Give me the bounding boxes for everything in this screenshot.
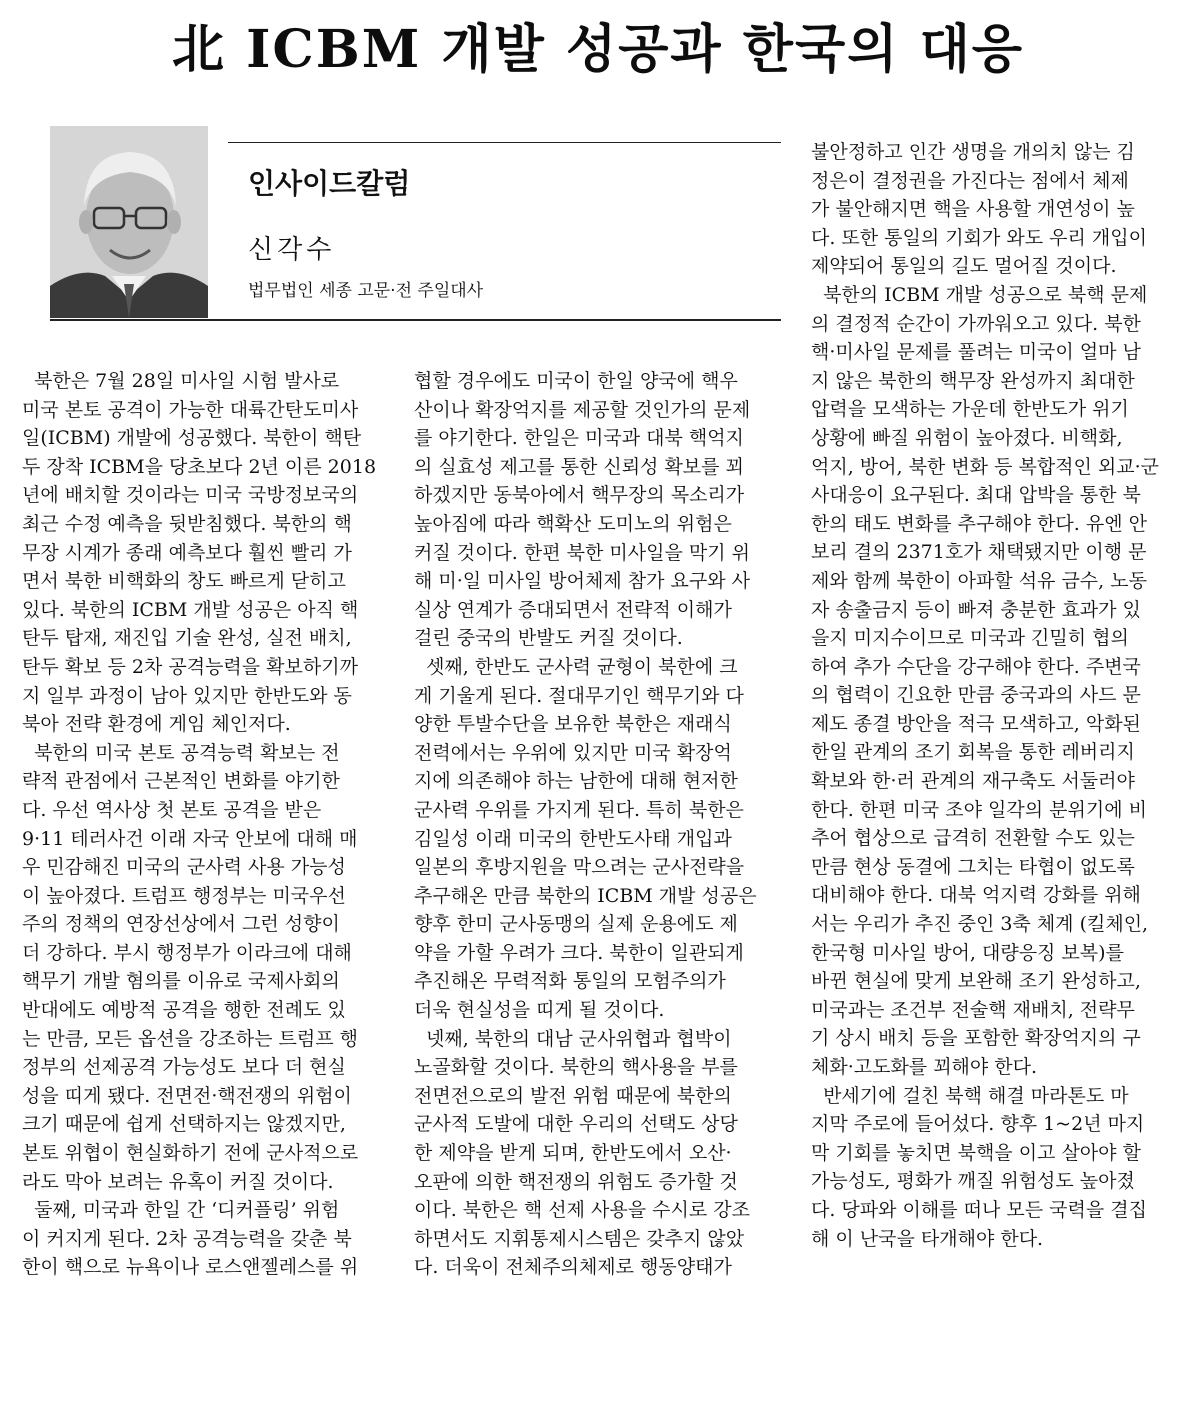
article-line: 압력을 모색하는 가운데 한반도가 위기: [811, 398, 1129, 421]
article-line: 둘째, 미국과 한일 간 ‘디커플링’ 위험: [22, 1199, 340, 1222]
article-line: 향후 한미 군사동맹의 실제 운용에도 제: [414, 913, 738, 936]
article-line: 제도 종결 방안을 적극 모색하고, 악화된: [811, 712, 1141, 735]
article-line: 우 민감해진 미국의 군사력 사용 가능성: [22, 856, 346, 879]
article-line: 는 만큼, 모든 옵션을 강조하는 트럼프 행: [22, 1027, 358, 1050]
article-line: 약을 가할 우려가 크다. 북한이 일관되게: [414, 941, 744, 964]
article-line: 걸린 중국의 반발도 커질 것이다.: [414, 627, 683, 650]
article-line: 실상 연계가 증대되면서 전략적 이해가: [414, 598, 732, 621]
article-line: 다. 더욱이 전체주의체제로 행동양태가: [414, 1256, 732, 1279]
author-name: 신각수: [248, 235, 336, 265]
article-line: 북한은 7월 28일 미사일 시험 발사로: [22, 370, 340, 392]
article-line: 김일성 이래 미국의 한반도사태 개입과: [414, 827, 732, 850]
column-label: 인사이드칼럼: [248, 167, 411, 200]
article-line: 본토 위협이 현실화하기 전에 군사적으로: [22, 1142, 359, 1165]
article-line: 탄두 탑재, 재진입 기술 완성, 실전 배치,: [22, 627, 352, 650]
header-bottom-rule: [50, 319, 781, 321]
article-line: 노골화할 것이다. 북한의 핵사용을 부를: [414, 1056, 738, 1079]
article-line: 미국과는 조건부 전술핵 재배치, 전략무: [811, 998, 1135, 1021]
article-line: 한국형 미사일 방어, 대량응징 보복)를: [811, 941, 1124, 964]
article-line: 만큼 현상 동결에 그치는 타협이 없도록: [811, 855, 1135, 878]
author-title: 법무법인 세종 고문·전 주일대사: [248, 281, 484, 301]
author-photo: [50, 126, 208, 318]
article-line: 면서 북한 비핵화의 창도 빠르게 닫히고: [22, 570, 346, 593]
article-line: 다. 우선 역사상 첫 본토 공격을 받은: [22, 798, 322, 821]
headline: 北 ICBM 개발 성공과 한국의 대응: [171, 19, 1025, 80]
article-line: 다. 당파와 이해를 떠나 모든 국력을 결집: [811, 1198, 1147, 1221]
article-line: 지 않은 북한의 핵무장 완성까지 최대한: [811, 369, 1135, 392]
article-line: 더 강하다. 부시 행정부가 이라크에 대해: [22, 941, 352, 964]
article-line: 제와 함께 북한이 아파할 석유 금수, 노동: [811, 569, 1147, 592]
article-line: 한이 핵으로 뉴욕이나 로스앤젤레스를 위: [22, 1256, 359, 1279]
article-line: 의 협력이 긴요한 만큼 중국과의 사드 문: [811, 684, 1141, 707]
article-line: 략적 관점에서 근본적인 변화를 야기한: [22, 770, 340, 793]
article-line: 크기 때문에 쉽게 선택하지는 않겠지만,: [22, 1113, 346, 1136]
article-line: 제약되어 통일의 길도 멀어질 것이다.: [811, 255, 1117, 278]
article-line: 한의 태도 변화를 추구해야 한다. 유엔 안: [811, 512, 1147, 535]
article-line: 지막 주로에 들어섰다. 향후 1~2년 마지: [811, 1113, 1145, 1136]
article-line: 핵무기 개발 혐의를 이유로 국제사회의: [22, 970, 340, 993]
article-line: 확보와 한·러 관계의 재구축도 서둘러야: [811, 770, 1135, 793]
article-line: 다. 또한 통일의 기회가 와도 우리 개입이: [811, 226, 1147, 249]
article-line: 해 미·일 미사일 방어체제 참가 요구와 사: [414, 570, 750, 593]
article-line: 자 송출금지 등이 빠져 충분한 효과가 있: [811, 598, 1141, 621]
article-line: 오판에 의한 핵전쟁의 위험도 증가할 것: [414, 1170, 738, 1193]
article-line: 셋째, 한반도 군사력 균형이 북한에 크: [414, 655, 738, 678]
article-line: 추구해온 만큼 북한의 ICBM 개발 성공은: [414, 884, 757, 907]
article-line: 일본의 후방지원을 막으려는 군사전략을: [414, 856, 745, 879]
article-line: 최근 수정 예측을 뒷받침했다. 북한의 핵: [22, 512, 352, 535]
header-top-rule: [228, 142, 781, 143]
article-line: 북한의 ICBM 개발 성공으로 북핵 문제: [811, 283, 1148, 306]
article-line: 반대에도 예방적 공격을 행한 전례도 있: [22, 999, 346, 1022]
article-line: 을지 미지수이므로 미국과 긴밀히 협의: [811, 627, 1129, 650]
article-line: 사대응이 요구된다. 최대 압박을 통한 북: [811, 484, 1141, 507]
article-line: 게 기울게 된다. 절대무기인 핵무기와 다: [414, 684, 744, 707]
article-line: 가능성도, 평화가 깨질 위험성도 높아졌: [811, 1170, 1135, 1193]
article-line: 한일 관계의 조기 회복을 통한 레버리지: [811, 741, 1135, 764]
article-line: 미국 본토 공격이 가능한 대륙간탄도미사: [22, 398, 359, 421]
article-line: 양한 투발수단을 보유한 북한은 재래식: [414, 713, 732, 736]
article-line: 체화·고도화를 꾀해야 한다.: [811, 1056, 1038, 1078]
article-line: 해 이 난국을 타개해야 한다.: [811, 1227, 1044, 1250]
article-line: 지 일부 과정이 남아 있지만 한반도와 동: [22, 684, 352, 707]
article-line: 의 실효성 제고를 통한 신뢰성 확보를 꾀: [414, 455, 744, 478]
article-line: 넷째, 북한의 대남 군사위협과 협박이: [414, 1027, 732, 1050]
article-line: 하면서도 지휘통제시스템은 갖추지 않았: [414, 1227, 745, 1250]
article-line: 서는 우리가 추진 중인 3축 체계 (킬체인,: [811, 913, 1149, 936]
article-line: 반세기에 걸친 북핵 해결 마라톤도 마: [811, 1084, 1129, 1107]
article-line: 막 기회를 놓치면 북핵을 이고 살아야 할: [811, 1141, 1141, 1164]
article-line: 하여 추가 수단을 강구해야 한다. 주변국: [811, 655, 1141, 678]
article-line: 더욱 현실성을 띠게 될 것이다.: [414, 999, 665, 1022]
article-line: 의 결정적 순간이 가까워오고 있다. 북한: [811, 312, 1141, 335]
article-line: 하겠지만 동북아에서 핵무장의 목소리가: [414, 484, 745, 507]
article-line: 이 높아졌다. 트럼프 행정부는 미국우선: [22, 884, 346, 907]
article-line: 바뀐 현실에 맞게 보완해 조기 완성하고,: [811, 970, 1141, 993]
article-line: 두 장착 ICBM을 당초보다 2년 이른 2018: [22, 455, 377, 478]
article-line: 9·11 테러사건 이래 자국 안보에 대해 매: [22, 827, 358, 850]
article-line: 이 커지게 된다. 2차 공격능력을 갖춘 북: [22, 1227, 352, 1250]
article-line: 전면전으로의 발전 위험 때문에 북한의: [414, 1084, 732, 1107]
article-line: 가 불안해지면 핵을 사용할 개연성이 높: [811, 198, 1135, 221]
article-line: 산이나 확장억지를 제공할 것인가의 문제: [414, 398, 751, 421]
article-line: 무장 시계가 종래 예측보다 훨씬 빨리 가: [22, 541, 352, 564]
article-line: 성을 띠게 됐다. 전면전·핵전쟁의 위험이: [22, 1084, 352, 1107]
article-line: 높아짐에 따라 핵확산 도미노의 위험은: [414, 512, 732, 535]
article-line: 기 상시 배치 등을 포함한 확장억지의 구: [811, 1027, 1141, 1050]
article-line: 전력에서는 우위에 있지만 미국 확장억: [414, 741, 732, 764]
article-column-2: [414, 367, 784, 1282]
article-line: 커질 것이다. 한편 북한 미사일을 막기 위: [414, 541, 750, 564]
article-line: 를 야기한다. 한일은 미국과 대북 핵억지: [414, 427, 744, 450]
article-line: 한 제약을 받게 되며, 한반도에서 오산·: [414, 1142, 732, 1165]
article-line: 핵·미사일 문제를 풀려는 미국이 얼마 남: [811, 341, 1141, 364]
article-line: 추어 협상으로 급격히 전환할 수도 있는: [811, 827, 1135, 850]
article-column-3: [811, 138, 1181, 1253]
article-line: 한다. 한편 미국 조야 일각의 분위기에 비: [811, 798, 1147, 821]
article-line: 라도 막아 보려는 유혹이 커질 것이다.: [22, 1170, 334, 1193]
article-line: 협할 경우에도 미국이 한일 양국에 핵우: [414, 370, 738, 392]
article-line: 있다. 북한의 ICBM 개발 성공은 아직 핵: [22, 598, 359, 621]
article-line: 억지, 방어, 북한 변화 등 복합적인 외교·군: [811, 455, 1160, 478]
article-line: 탄두 확보 등 2차 공격능력을 확보하기까: [22, 655, 358, 678]
article-line: 북한의 미국 본토 공격능력 확보는 전: [22, 741, 340, 764]
article-line: 정은이 결정권을 가진다는 점에서 체제: [811, 169, 1129, 192]
article-line: 이다. 북한은 핵 선제 사용을 수시로 강조: [414, 1199, 750, 1222]
article-line: 주의 정책의 연장선상에서 그런 성향이: [22, 913, 340, 936]
article-line: 군사적 도발에 대한 우리의 선택도 상당: [414, 1113, 738, 1136]
article-line: 지에 의존해야 하는 남한에 대해 현저한: [414, 770, 738, 793]
article-line: 불안정하고 인간 생명을 개의치 않는 김: [811, 141, 1135, 163]
article-line: 북아 전략 환경에 게임 체인저다.: [22, 713, 291, 736]
article-line: 대비해야 한다. 대북 억지력 강화를 위해: [811, 884, 1141, 907]
article-column-1: [22, 367, 387, 1282]
article-line: 상황에 빠질 위험이 높아졌다. 비핵화,: [811, 426, 1123, 449]
article-line: 일(ICBM) 개발에 성공했다. 북한이 핵탄: [22, 427, 362, 450]
article-line: 정부의 선제공격 가능성도 보다 더 현실: [22, 1056, 346, 1079]
article-line: 군사력 우위를 가지게 된다. 특히 북한은: [414, 798, 744, 821]
article-line: 보리 결의 2371호가 채택됐지만 이행 문: [811, 541, 1147, 564]
article-line: 추진해온 무력적화 통일의 모험주의가: [414, 970, 726, 993]
article-line: 년에 배치할 것이라는 미국 국방정보국의: [22, 484, 359, 507]
author-portrait-image: [50, 126, 208, 318]
